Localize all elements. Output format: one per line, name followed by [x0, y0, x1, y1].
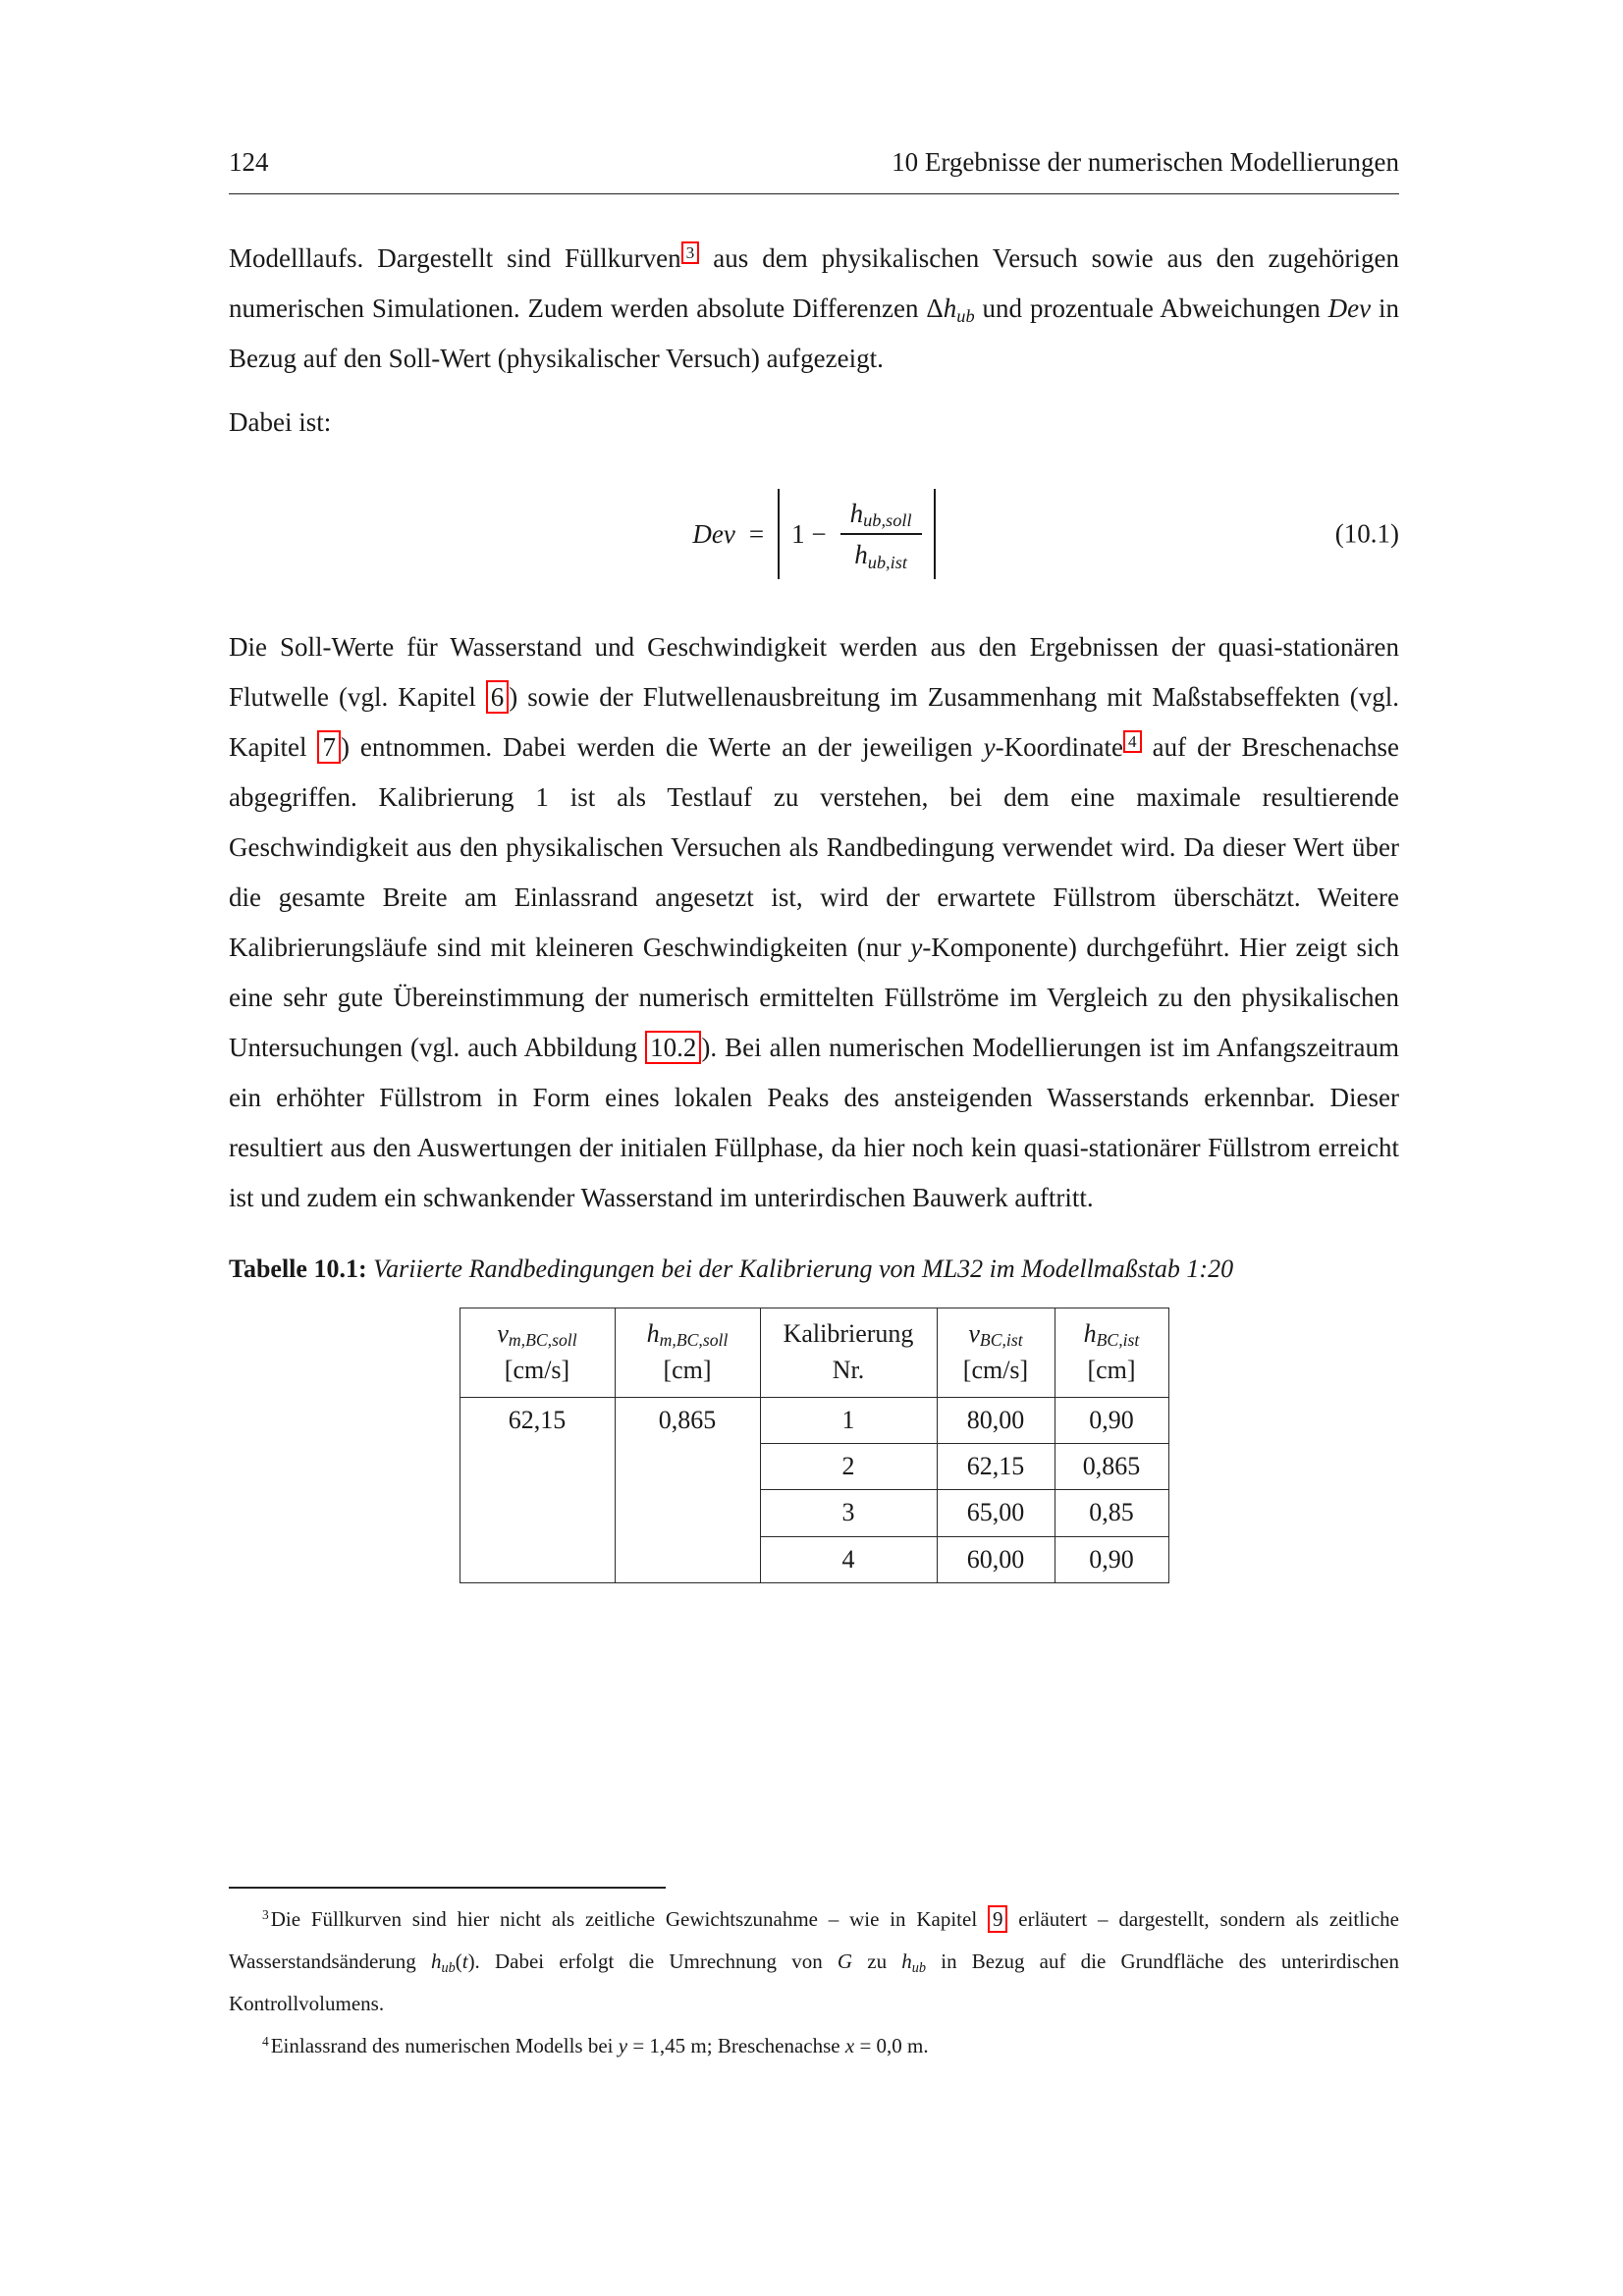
text-run: in Bezug auf die Grundfläche des unterirdischen Kontrollvolumens. — [229, 1949, 1399, 2015]
text-run: ). Dabei erfolgt die Umrechnung von — [467, 1949, 838, 1973]
table-cell: 0,85 — [1055, 1490, 1168, 1536]
equals-sign: = — [748, 518, 765, 549]
math-h-subscript: ub,soll — [863, 510, 912, 531]
math-subscript: BC,ist — [1096, 1330, 1140, 1351]
footnote-3 — [229, 1898, 1399, 2025]
equation-number: (10.1) — [1334, 518, 1399, 549]
col-header-unit: [cm] — [1087, 1355, 1136, 1384]
text-run: Die Füllkurven sind hier nicht als zeitliche Gewichtszunahme – wie in Kapitel — [270, 1907, 988, 1931]
chapter-ref-6[interactable]: 6 — [486, 680, 510, 714]
table-cell: 4 — [760, 1536, 937, 1582]
math-h-subscript: ub — [956, 305, 975, 326]
page-number: 124 — [229, 147, 269, 177]
math-y: y — [618, 2034, 628, 2057]
table-caption-label: Tabelle 10.1: — [229, 1255, 367, 1283]
table-cell-hm-value: 0,865 — [615, 1397, 760, 1582]
math-h-subscript: ub — [441, 1959, 456, 1976]
math-subscript: BC,ist — [979, 1330, 1023, 1351]
text-run: in Bezug auf den Soll-Wert (physikalischer Versuch) aufgezeigt. — [229, 294, 1400, 373]
footnote-ref-4-link[interactable]: 4 — [1123, 730, 1142, 753]
math-h: h — [854, 540, 868, 569]
text-run: ( — [455, 1949, 462, 1973]
fraction-numerator — [840, 496, 922, 535]
text-run: zu — [852, 1949, 902, 1973]
col-header-unit: [cm] — [663, 1355, 712, 1384]
col-header-vm-bc-soll — [460, 1308, 615, 1398]
text-run: erläutert – dargestellt, sondern als zeitliche Wasserstandsänderung — [229, 1907, 1399, 1973]
math-y: y — [983, 732, 996, 762]
math-dev: Dev — [1327, 294, 1372, 323]
chapter-ref-7[interactable]: 7 — [317, 730, 341, 764]
paragraph-1 — [229, 234, 1399, 384]
math-x: x — [844, 2034, 855, 2057]
col-header-unit: [cm/s] — [504, 1355, 570, 1384]
math-dev: Dev — [692, 518, 735, 549]
equation-body — [692, 489, 935, 579]
fraction-denominator — [840, 535, 922, 572]
math-v: v — [497, 1319, 509, 1348]
figure-ref-10-2[interactable]: 10.2 — [645, 1031, 701, 1064]
text-run: Die Soll-Werte für Wasserstand und Geschwindigkeit werden aus den Ergebnissen der quasi-stationären Flutwelle (vgl. Kapitel — [229, 632, 1399, 712]
table-header-row — [460, 1308, 1168, 1398]
chapter-ref-9[interactable]: 9 — [988, 1905, 1008, 1933]
text-run: -Koordinate — [995, 732, 1124, 762]
text-run: Einlassrand des numerischen Modells bei — [270, 2034, 619, 2057]
text-run: aus dem physikalischen Versuch sowie aus den zugehörigen numerischen Simulationen. Zudem werden absolute Differenzen — [229, 243, 1400, 323]
math-delta: Δ — [926, 294, 944, 323]
table-cell: 0,90 — [1055, 1536, 1168, 1582]
equation-10-1 — [229, 469, 1399, 599]
table-cell: 80,00 — [937, 1397, 1055, 1443]
one-minus-term: 1 − — [791, 518, 827, 549]
col-header-hm-bc-soll — [615, 1308, 760, 1398]
text-run: = 1,45 m; Breschenachse — [627, 2034, 845, 2057]
math-h: h — [1083, 1319, 1097, 1348]
paragraph-3 — [229, 622, 1399, 1223]
abs-bar-left — [778, 489, 780, 579]
text-block — [229, 234, 1399, 1583]
table-10-1 — [460, 1308, 1169, 1583]
table-caption-text: Variierte Randbedingungen bei der Kalibrierung von ML32 im Modellmaßstab 1:20 — [373, 1255, 1234, 1283]
col-header-symbol — [1069, 1316, 1155, 1353]
text-run: ) sowie der Flutwellenausbreitung im Zusammenhang mit Maßstabseffekten (vgl. Kapitel — [229, 682, 1399, 762]
col-header-unit: [cm/s] — [962, 1355, 1029, 1384]
footnote-ref-3-link[interactable]: 3 — [681, 241, 700, 264]
table-cell: 60,00 — [937, 1536, 1055, 1582]
math-subscript: m,BC,soll — [659, 1330, 729, 1351]
table-row — [460, 1397, 1168, 1443]
math-subscript: m,BC,soll — [508, 1330, 577, 1351]
text-run: Modelllaufs. Dargestellt sind Füllkurven — [229, 243, 681, 273]
page-header — [229, 147, 1399, 178]
fraction — [840, 496, 922, 573]
table-cell: 65,00 — [937, 1490, 1055, 1536]
math-v: v — [968, 1319, 980, 1348]
math-h: h — [901, 1949, 912, 1973]
header-rule — [229, 193, 1399, 194]
footnote-ref-4 — [1123, 732, 1142, 751]
col-header-line2: Nr. — [832, 1355, 865, 1384]
footnote-4-marker: 4 — [262, 2034, 269, 2050]
footnote-rule — [229, 1887, 666, 1889]
text-run: und prozentuale Abweichungen — [974, 294, 1328, 323]
table-cell-vm-value: 62,15 — [460, 1397, 615, 1582]
paragraph-2: Dabei ist: — [229, 407, 332, 437]
math-g: G — [837, 1949, 853, 1973]
text-run: -Komponente) durchgeführt. Hier zeigt sich eine sehr gute Übereinstimmung der numerisch ermittelten Füllströme im Vergleich zu den physikalischen Untersuchungen (vgl. auch Abbildung — [229, 933, 1399, 1062]
col-header-kalibrierung — [760, 1308, 937, 1398]
table-cell: 62,15 — [937, 1444, 1055, 1490]
math-h: h — [943, 294, 957, 323]
col-header-line1: Kalibrierung — [783, 1319, 914, 1348]
table-cell: 1 — [760, 1397, 937, 1443]
text-run: = 0,0 m. — [854, 2034, 929, 2057]
table-caption — [229, 1249, 1399, 1290]
math-h: h — [646, 1319, 660, 1348]
footnote-ref-3 — [681, 243, 700, 262]
running-chapter-title: 10 Ergebnisse der numerischen Modellierungen — [892, 147, 1399, 177]
text-run: ) entnommen. Dabei werden die Werte an der jeweiligen — [340, 732, 984, 762]
table-cell: 0,865 — [1055, 1444, 1168, 1490]
col-header-v-bc-ist — [937, 1308, 1055, 1398]
table-cell: 2 — [760, 1444, 937, 1490]
math-h: h — [430, 1949, 442, 1973]
abs-bar-right — [934, 489, 936, 579]
col-header-symbol — [629, 1316, 746, 1353]
text-run: ). Bei allen numerischen Modellierungen ist im Anfangszeitraum ein erhöhter Füllstrom in Form eines lokalen Peaks des ansteigenden Wasserstands erkennbar. Dieser resultiert aus den Auswertungen der initialen Füllphase, da hier noch kein quasi-stationärer Füllstrom erreicht ist und zudem ein schwankender Wasserstand im unterirdischen Bauwerk auftritt. — [229, 1033, 1399, 1212]
math-h-subscript: ub — [911, 1959, 927, 1976]
footnote-3-marker: 3 — [262, 1907, 269, 1923]
col-header-symbol — [951, 1316, 1041, 1353]
math-t: t — [461, 1949, 468, 1973]
footnotes-area — [229, 1887, 1399, 2067]
math-h: h — [849, 498, 864, 528]
footnote-4 — [229, 2025, 1399, 2067]
math-h-subscript: ub,ist — [867, 552, 907, 572]
table-cell: 3 — [760, 1490, 937, 1536]
table-cell: 0,90 — [1055, 1397, 1168, 1443]
text-run: auf der Breschenachse abgegriffen. Kalibrierung 1 ist als Testlauf zu verstehen, bei dem eine maximale resultierende Geschwindigkeit aus den physikalischen Versuchen als Randbedingung verwendet wird. Da dieser Wert über die gesamte Breite am Einlassrand angesetzt ist, wird der erwartete Füllstrom überschätzt. Weitere Kalibrierungsläufe sind mit kleineren Geschwindigkeiten (nur — [229, 732, 1399, 962]
col-header-symbol — [474, 1316, 601, 1353]
math-y: y — [910, 933, 923, 962]
col-header-h-bc-ist — [1055, 1308, 1168, 1398]
